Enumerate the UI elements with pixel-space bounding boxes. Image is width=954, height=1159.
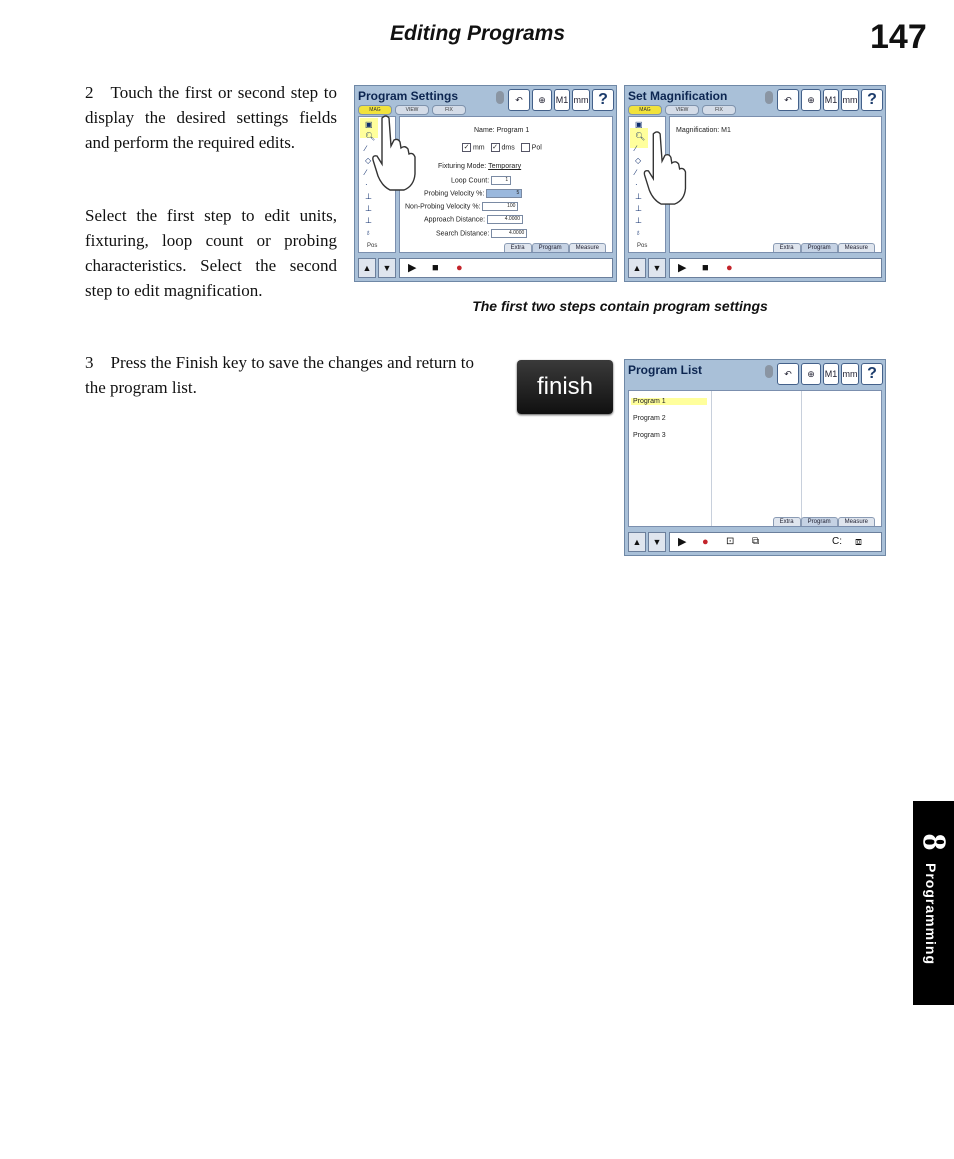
tab-program[interactable]: Program xyxy=(532,243,569,252)
play-icon[interactable]: ▶ xyxy=(678,536,687,548)
down-arrow-icon[interactable]: ▼ xyxy=(648,532,666,552)
units-button[interactable]: mm xyxy=(841,89,859,111)
crosshair-icon[interactable]: ⊕ xyxy=(801,89,821,111)
program-list-item[interactable]: Program 3 xyxy=(633,432,666,439)
dms-checkbox[interactable]: ✓ xyxy=(492,144,499,151)
magnification-button[interactable]: M1 xyxy=(823,89,839,111)
magnify-step-icon[interactable]: 🔍︎ xyxy=(365,132,376,141)
program-list-area xyxy=(628,390,882,527)
program-list-screenshot xyxy=(624,359,886,556)
play-icon[interactable]: ▶ xyxy=(678,262,687,274)
pill-mag[interactable]: MAG xyxy=(628,105,662,115)
tab-measure[interactable]: Measure xyxy=(838,243,875,252)
pill-mag[interactable]: MAG xyxy=(358,105,392,115)
fixturing-value[interactable]: Temporary xyxy=(488,163,522,170)
drive-icon[interactable]: ⧈ xyxy=(855,536,862,548)
comment-step-icon[interactable]: ♁ xyxy=(635,228,641,237)
undo-icon[interactable]: ↶ xyxy=(777,363,799,385)
pill-fix[interactable]: FIX xyxy=(702,105,736,115)
approach-distance-field[interactable]: 4.0000 xyxy=(487,215,523,224)
approach-distance-label: Approach Distance: xyxy=(424,216,486,224)
undo-icon[interactable]: ↶ xyxy=(508,89,530,111)
program-list-item[interactable]: Program 1 xyxy=(631,398,707,405)
finish-key[interactable]: finish xyxy=(517,360,613,414)
stop-icon[interactable]: ■ xyxy=(702,262,709,274)
dms-option-label: dms xyxy=(501,144,515,152)
settings-step-icon[interactable]: ▣ xyxy=(365,120,373,129)
tab-extra[interactable]: Extra xyxy=(773,243,801,252)
lock-icon xyxy=(496,91,504,104)
position-label: Pos xyxy=(637,243,648,249)
settings-area xyxy=(399,116,613,253)
mm-option-label: mm xyxy=(472,144,485,152)
touch-hand-icon xyxy=(370,112,418,192)
import-icon[interactable]: ⊡ xyxy=(726,536,735,547)
playback-controls xyxy=(669,258,882,278)
comment-step-icon[interactable]: ♁ xyxy=(365,228,371,237)
axis-step-icon[interactable]: ⊥ xyxy=(365,192,372,201)
stop-icon[interactable]: ■ xyxy=(432,262,439,274)
magnify-step-icon[interactable]: 🔍︎ xyxy=(635,132,646,141)
point-step-icon[interactable]: · xyxy=(365,180,368,189)
help-button[interactable]: ? xyxy=(861,89,883,111)
up-arrow-icon[interactable]: ▲ xyxy=(628,532,646,552)
edit-step-icon[interactable]: ∕ xyxy=(365,144,367,153)
tab-program[interactable]: Program xyxy=(801,517,838,526)
probing-velocity-field[interactable]: 5 xyxy=(486,189,522,198)
screen-title: Program Settings xyxy=(358,89,459,103)
point-step-icon[interactable]: · xyxy=(635,180,638,189)
tab-measure[interactable]: Measure xyxy=(569,243,606,252)
settings-step-icon[interactable]: ▣ xyxy=(635,120,643,129)
record-icon[interactable]: ● xyxy=(726,262,733,274)
position-label: Pos xyxy=(367,243,378,249)
tab-measure[interactable]: Measure xyxy=(838,517,875,526)
units-button[interactable]: mm xyxy=(572,89,590,111)
search-distance-field[interactable]: 4.0000 xyxy=(491,229,527,238)
record-icon[interactable]: ● xyxy=(456,262,463,274)
up-arrow-icon[interactable]: ▲ xyxy=(358,258,376,278)
crosshair-icon[interactable]: ⊕ xyxy=(532,89,552,111)
undo-icon[interactable]: ↶ xyxy=(777,89,799,111)
search-distance-label: Search Distance: xyxy=(436,230,490,238)
step-3-instruction: 3 Press the Finish key to save the changes and return to the program list. xyxy=(85,353,475,397)
playback-controls xyxy=(669,532,882,552)
axis-step-icon[interactable]: ⊥ xyxy=(635,192,642,201)
play-icon[interactable]: ▶ xyxy=(408,262,417,274)
page-header-title: Editing Programs xyxy=(390,22,566,45)
record-icon[interactable]: ● xyxy=(702,536,709,548)
pill-fix[interactable]: FIX xyxy=(432,105,466,115)
lock-icon xyxy=(765,91,773,104)
tab-extra[interactable]: Extra xyxy=(773,517,801,526)
probe-step-icon[interactable]: ◇ xyxy=(635,156,642,165)
magnification-label: Magnification: xyxy=(676,127,720,134)
pill-view[interactable]: VIEW xyxy=(665,105,699,115)
screen-title: Program List xyxy=(628,363,703,377)
pol-option-label: Pol xyxy=(531,144,542,152)
drive-label: C: xyxy=(832,536,842,547)
lock-icon xyxy=(765,365,773,378)
name-label: Name: xyxy=(474,127,495,134)
non-probing-velocity-label: Non-Probing Velocity %: xyxy=(405,203,481,211)
loop-count-field[interactable]: 1 xyxy=(491,176,511,185)
up-arrow-icon[interactable]: ▲ xyxy=(628,258,646,278)
set-magnification-screenshot xyxy=(624,85,886,282)
figure-caption: The first two steps contain program settings xyxy=(472,298,768,314)
non-probing-velocity-field[interactable]: 100 xyxy=(482,202,518,211)
probe-step-icon[interactable]: ◇ xyxy=(365,156,372,165)
line-step-icon[interactable]: ∕ xyxy=(635,168,637,177)
magnification-area xyxy=(669,116,882,253)
help-button[interactable]: ? xyxy=(861,363,883,385)
axis-step-icon-2[interactable]: ⊥ xyxy=(635,204,642,213)
probing-velocity-label: Probing Velocity %: xyxy=(424,190,485,198)
playback-controls xyxy=(399,258,613,278)
step-2-instruction: 2 Touch the first or second step to display the desired settings fields and perform the required edits. xyxy=(85,83,337,152)
program-list-item[interactable]: Program 2 xyxy=(633,415,666,422)
mm-checkbox[interactable]: ✓ xyxy=(463,144,470,151)
chapter-tab xyxy=(913,801,954,1005)
axis-step-icon-2[interactable]: ⊥ xyxy=(365,204,372,213)
screen-title: Set Magnification xyxy=(628,89,728,103)
program-settings-screenshot xyxy=(354,85,617,282)
chapter-number: 8 xyxy=(915,833,953,851)
magnification-value[interactable]: M1 xyxy=(721,127,731,134)
line-step-icon[interactable]: ∕ xyxy=(365,168,367,177)
touch-hand-icon xyxy=(641,128,689,206)
help-button[interactable]: ? xyxy=(592,89,614,111)
fixturing-label: Fixturing Mode: xyxy=(438,163,487,170)
loop-count-label: Loop Count: xyxy=(451,177,490,185)
step-2-details: Select the first step to edit units, fixturing, loop count or probing characteristics. Select the second step to edit magnification. xyxy=(85,206,337,300)
name-value[interactable]: Program 1 xyxy=(496,127,530,134)
chapter-label: Programming xyxy=(923,863,939,966)
units-button[interactable]: mm xyxy=(841,363,859,385)
axis-step-icon-3[interactable]: ⊥ xyxy=(365,216,372,225)
magnification-button[interactable]: M1 xyxy=(823,363,839,385)
pol-checkbox[interactable] xyxy=(521,143,530,152)
crosshair-icon[interactable]: ⊕ xyxy=(801,363,821,385)
pill-view[interactable]: VIEW xyxy=(395,105,429,115)
magnification-button[interactable]: M1 xyxy=(554,89,570,111)
down-arrow-icon[interactable]: ▼ xyxy=(378,258,396,278)
edit-step-icon[interactable]: ∕ xyxy=(635,144,637,153)
tab-program[interactable]: Program xyxy=(801,243,838,252)
page-number: 147 xyxy=(870,18,927,56)
axis-step-icon-3[interactable]: ⊥ xyxy=(635,216,642,225)
tab-extra[interactable]: Extra xyxy=(504,243,532,252)
copy-icon[interactable]: ⧉ xyxy=(752,536,760,547)
down-arrow-icon[interactable]: ▼ xyxy=(648,258,666,278)
